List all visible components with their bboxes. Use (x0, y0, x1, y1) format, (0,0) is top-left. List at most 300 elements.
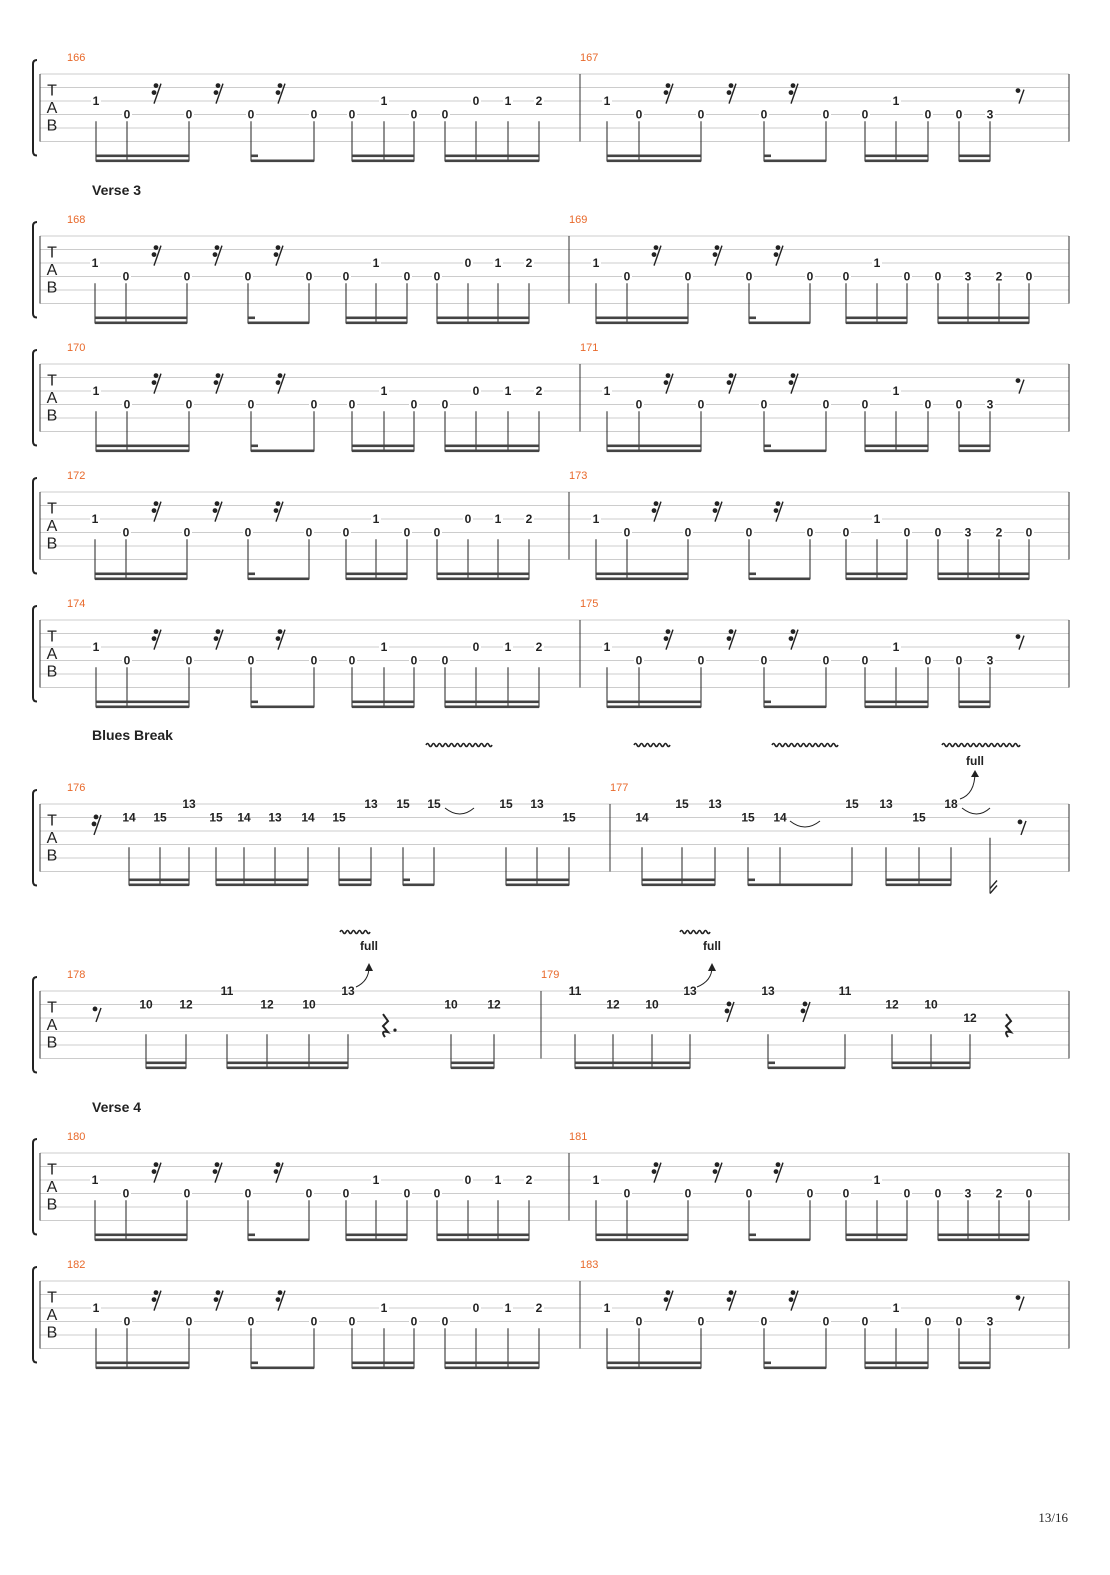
sixteenth-rest (652, 245, 661, 265)
beam (352, 1367, 414, 1370)
fret-number: 0 (955, 1314, 963, 1329)
fret-number: 1 (873, 256, 881, 270)
fret-number: 0 (410, 397, 418, 412)
fret-number: 0 (310, 1314, 318, 1329)
fret-number: 0 (348, 1314, 356, 1329)
tab-clef-letter: B (46, 117, 58, 135)
beam (95, 317, 187, 320)
sixteenth-rest (214, 629, 223, 649)
fret-number: 0 (924, 397, 932, 412)
beam (959, 706, 990, 709)
measure-number: 172 (67, 470, 86, 482)
rest-dot (776, 1162, 781, 1167)
beam (346, 317, 407, 320)
fret-number: 10 (444, 997, 458, 1012)
fret-number: 1 (892, 640, 900, 654)
fret-number: 0 (955, 397, 963, 412)
fret-number: 0 (441, 397, 449, 412)
beam-short (768, 1062, 775, 1065)
fret-number: 0 (310, 107, 318, 122)
fret-number: 0 (745, 525, 753, 540)
fret-number: 0 (934, 525, 942, 540)
tab-clef-letter: T (47, 999, 57, 1017)
sixteenth-rest (274, 245, 283, 265)
fret-number: 1 (892, 94, 900, 108)
rest-dot (274, 252, 279, 257)
fret-number: 2 (995, 525, 1003, 540)
rest-dot (776, 245, 781, 250)
fret-number: 1 (92, 94, 100, 108)
beam (251, 450, 314, 453)
measure-number: 182 (67, 1259, 86, 1271)
rest-dot (715, 501, 720, 506)
fret-number: 1 (372, 1173, 380, 1187)
rest-dot (715, 1162, 720, 1167)
system-bracket (33, 60, 37, 156)
fret-number: 13 (182, 797, 196, 811)
beam (959, 445, 990, 448)
fret-number: 0 (247, 653, 255, 668)
fret-number: 0 (760, 107, 768, 122)
rest-dot (791, 83, 796, 88)
rest-dot (154, 245, 159, 250)
fret-number: 15 (912, 810, 926, 825)
fret-number: 1 (603, 640, 611, 654)
rest-dot (774, 1169, 779, 1174)
beam (451, 1067, 494, 1070)
beam (95, 573, 187, 576)
beam (607, 155, 701, 158)
fret-number: 0 (185, 653, 193, 668)
fret-number: 10 (139, 997, 153, 1012)
measure-number: 180 (67, 1131, 86, 1143)
rest-dot (152, 636, 157, 641)
beam-short (764, 155, 771, 158)
fret-number: 0 (697, 1314, 705, 1329)
rest-dot (727, 380, 732, 385)
fret-number: 0 (623, 269, 631, 284)
beam (96, 701, 189, 704)
fret-number: 0 (441, 653, 449, 668)
measure-number: 176 (67, 782, 86, 794)
tab-clef-letter: A (46, 262, 58, 280)
fret-number: 1 (91, 1173, 99, 1187)
rest-dot (729, 373, 734, 378)
beam (607, 160, 701, 163)
fret-number: 0 (244, 269, 252, 284)
fret-number: 13 (761, 984, 775, 998)
fret-number: 0 (684, 525, 692, 540)
sixteenth-rest (664, 629, 673, 649)
beam (95, 578, 187, 581)
beam (352, 160, 414, 163)
beam (506, 884, 569, 887)
fret-number: 3 (964, 1186, 972, 1201)
rest-dot (666, 83, 671, 88)
tab-clef-letter: T (47, 1161, 57, 1179)
fret-number: 1 (91, 512, 99, 526)
beam (506, 879, 569, 882)
rest-dot (215, 501, 220, 506)
fret-number: 0 (822, 653, 830, 668)
rest-dot (713, 1169, 718, 1174)
rest-dot (791, 1290, 796, 1295)
fret-number: 0 (123, 397, 131, 412)
beam (96, 160, 189, 163)
system-bracket (33, 350, 37, 446)
fret-number: 0 (934, 269, 942, 284)
rest-dot (278, 1290, 283, 1295)
fret-number: 1 (372, 256, 380, 270)
fret-number: 0 (842, 525, 850, 540)
beam-short (764, 445, 771, 448)
fret-number: 15 (427, 797, 441, 811)
fret-number: 0 (697, 107, 705, 122)
fret-number: 15 (209, 810, 223, 825)
beam (607, 450, 701, 453)
fret-number: 1 (91, 256, 99, 270)
beam (96, 706, 189, 709)
fret-number: 0 (924, 1314, 932, 1329)
fret-number: 2 (995, 269, 1003, 284)
beam (865, 155, 928, 158)
beam (437, 322, 529, 325)
beam (596, 1239, 688, 1242)
fret-number: 0 (684, 269, 692, 284)
beam (607, 1362, 701, 1365)
sixteenth-rest (152, 245, 161, 265)
fret-number: 0 (861, 653, 869, 668)
beam (959, 155, 990, 158)
fret-number: 0 (123, 107, 131, 122)
rest-dot (93, 1007, 98, 1012)
beam (352, 450, 414, 453)
system-bracket (33, 790, 37, 886)
rest-dot (654, 245, 659, 250)
beam (251, 706, 314, 709)
sixteenth-rest (789, 629, 798, 649)
measure-number: 171 (580, 342, 599, 354)
fret-number: 1 (873, 512, 881, 526)
rest-dot (725, 1009, 730, 1014)
sixteenth-rest (727, 1290, 736, 1310)
fret-number: 12 (260, 997, 274, 1012)
beam (607, 706, 701, 709)
fret-number: 0 (822, 1314, 830, 1329)
fret-number: 0 (464, 512, 472, 526)
fret-number: 3 (986, 107, 994, 122)
fret-number: 0 (464, 1173, 472, 1187)
fret-number: 1 (372, 512, 380, 526)
sixteenth-rest (152, 373, 161, 393)
beam (846, 578, 907, 581)
rest-dot (216, 629, 221, 634)
rest-dot (152, 508, 157, 513)
beam-short (251, 445, 258, 448)
rest-dot (276, 636, 281, 641)
fret-number: 0 (822, 107, 830, 122)
vibrato-mark (426, 744, 492, 747)
system-bracket (33, 1267, 37, 1363)
beam (96, 445, 189, 448)
fret-number: 11 (568, 984, 582, 998)
rest-dot (152, 380, 157, 385)
tie (962, 808, 990, 814)
fret-number: 0 (861, 1314, 869, 1329)
tab-clef-letter: T (47, 812, 57, 830)
fret-number: 0 (924, 107, 932, 122)
beam (642, 879, 715, 882)
fret-number: 13 (879, 797, 893, 811)
sixteenth-rest (213, 501, 222, 521)
fret-number: 1 (592, 512, 600, 526)
rest-dot (774, 508, 779, 513)
beam (886, 884, 951, 887)
section-label-blues-break: Blues Break (92, 727, 173, 743)
rest-dot (654, 1162, 659, 1167)
fret-number: 0 (1025, 269, 1033, 284)
fret-number: 1 (603, 1301, 611, 1315)
beam (146, 1067, 186, 1070)
beam (596, 573, 688, 576)
fret-number: 10 (645, 997, 659, 1012)
tab-clef-letter: A (46, 1179, 58, 1197)
fret-number: 10 (302, 997, 316, 1012)
fret-number: 1 (380, 384, 388, 398)
fret-number: 0 (310, 397, 318, 412)
rest-dot (652, 1169, 657, 1174)
beam (865, 1362, 928, 1365)
rest-dot (216, 83, 221, 88)
fret-number: 1 (592, 256, 600, 270)
rest-dot (774, 252, 779, 257)
bend-arrowhead (708, 963, 716, 971)
fret-number: 0 (342, 1186, 350, 1201)
tab-clef-letter: A (46, 1017, 58, 1035)
beam (248, 322, 309, 325)
rest-dot (276, 380, 281, 385)
rest-dot (214, 90, 219, 95)
beam (846, 1234, 907, 1237)
beam (938, 1239, 1029, 1242)
beam (96, 1362, 189, 1365)
fret-number: 13 (530, 797, 544, 811)
tab-clef-letter: T (47, 500, 57, 518)
rest-dot (803, 1002, 808, 1007)
measure-number: 173 (569, 470, 588, 482)
fret-number: 1 (504, 1301, 512, 1315)
beam (216, 884, 308, 887)
rest-dot (1016, 88, 1021, 93)
fret-number: 3 (986, 397, 994, 412)
tab-clef-letter: A (46, 390, 58, 408)
rest-dot (215, 1162, 220, 1167)
bend-label: full (360, 939, 378, 953)
sixteenth-rest (774, 1162, 783, 1182)
beam (938, 322, 1029, 325)
fret-number: 0 (403, 1186, 411, 1201)
fret-number: 0 (684, 1186, 692, 1201)
fret-number: 13 (268, 810, 282, 825)
fret-number: 2 (525, 512, 533, 526)
fret-number: 2 (995, 1186, 1003, 1201)
fret-number: 0 (760, 397, 768, 412)
fret-number: 0 (934, 1186, 942, 1201)
fret-number: 0 (635, 107, 643, 122)
beam (352, 1362, 414, 1365)
fret-number: 0 (903, 525, 911, 540)
beam-short (764, 1362, 771, 1365)
beam (352, 155, 414, 158)
page-number: 13/16 (1038, 1510, 1068, 1525)
beam (846, 1239, 907, 1242)
fret-number: 15 (675, 797, 689, 811)
fret-number: 0 (247, 397, 255, 412)
sixteenth-rest (664, 1290, 673, 1310)
tab-clef-letter: B (46, 1196, 58, 1214)
beam (865, 706, 928, 709)
rest-dot (1016, 378, 1021, 383)
fret-number: 1 (504, 384, 512, 398)
fret-number: 0 (348, 397, 356, 412)
fret-number: 2 (535, 1301, 543, 1315)
fret-number: 18 (944, 797, 958, 811)
beam (846, 573, 907, 576)
rest-dot (276, 1162, 281, 1167)
beam (892, 1062, 970, 1065)
fret-number: 0 (410, 107, 418, 122)
beam (764, 160, 826, 163)
tab-clef-letter: A (46, 518, 58, 536)
fret-number: 0 (472, 1301, 480, 1315)
measure-number: 183 (580, 1259, 599, 1271)
sixteenth-rest (652, 1162, 661, 1182)
sixteenth-rest (152, 1162, 161, 1182)
fret-number: 0 (745, 1186, 753, 1201)
rest-dot (664, 90, 669, 95)
rest-dot (727, 90, 732, 95)
beam (445, 706, 539, 709)
fret-number: 0 (842, 269, 850, 284)
fret-number: 0 (903, 1186, 911, 1201)
fret-number: 1 (892, 384, 900, 398)
fret-number: 0 (244, 1186, 252, 1201)
fret-number: 0 (1025, 1186, 1033, 1201)
fret-number: 15 (332, 810, 346, 825)
fret-number: 0 (403, 525, 411, 540)
fret-number: 11 (220, 984, 234, 998)
rest-dot (1016, 1295, 1021, 1300)
beam (146, 1062, 186, 1065)
sixteenth-rest (664, 373, 673, 393)
measure-number: 181 (569, 1131, 588, 1143)
rest-dot (154, 501, 159, 506)
rest-dot (278, 83, 283, 88)
fret-number: 1 (494, 512, 502, 526)
sixteenth-rest (276, 373, 285, 393)
beam (445, 450, 539, 453)
sixteenth-rest (213, 245, 222, 265)
fret-number: 0 (623, 525, 631, 540)
fret-number: 0 (903, 269, 911, 284)
beam (346, 573, 407, 576)
beam (352, 701, 414, 704)
rest-dot (713, 252, 718, 257)
vibrato-mark (680, 931, 710, 934)
fret-number: 1 (380, 1301, 388, 1315)
beam (959, 1362, 990, 1365)
sixteenth-rest (774, 501, 783, 521)
beam-short (764, 701, 771, 704)
rest-dot (154, 373, 159, 378)
tab-clef-letter: T (47, 244, 57, 262)
beam (938, 573, 1029, 576)
beam-short (251, 155, 258, 158)
beam (437, 573, 529, 576)
rest-dot (664, 380, 669, 385)
rest-dot (213, 252, 218, 257)
beam (764, 1367, 826, 1370)
sixteenth-rest (789, 83, 798, 103)
rest-dot (1018, 820, 1023, 825)
beam-short (749, 1234, 756, 1237)
fret-number: 15 (741, 810, 755, 825)
sixteenth-rest (276, 83, 285, 103)
fret-number: 2 (535, 384, 543, 398)
fret-number: 0 (185, 107, 193, 122)
fret-number: 0 (410, 1314, 418, 1329)
fret-number: 2 (535, 640, 543, 654)
beam (938, 578, 1029, 581)
rest-dot (729, 629, 734, 634)
fret-number: 0 (348, 653, 356, 668)
fret-number: 14 (635, 810, 649, 825)
measure-number: 178 (67, 969, 86, 981)
rest-dot (274, 508, 279, 513)
fret-number: 0 (472, 94, 480, 108)
sixteenth-rest (727, 629, 736, 649)
beam (596, 578, 688, 581)
sixteenth-rest (276, 629, 285, 649)
fret-number: 1 (504, 94, 512, 108)
fret-number: 0 (247, 107, 255, 122)
rest-dot (1016, 634, 1021, 639)
beam (749, 1239, 810, 1242)
rest-dot (154, 83, 159, 88)
tab-clef-letter: B (46, 535, 58, 553)
rest-dot (666, 1290, 671, 1295)
measure-number: 168 (67, 214, 86, 226)
beam (959, 160, 990, 163)
fret-number: 0 (472, 384, 480, 398)
fret-number: 0 (348, 107, 356, 122)
bend-label: full (703, 939, 721, 953)
fret-number: 12 (963, 1011, 977, 1025)
fret-number: 12 (179, 997, 193, 1012)
tab-clef-letter: T (47, 628, 57, 646)
rest-dot (274, 1169, 279, 1174)
rest-dot (213, 1169, 218, 1174)
sixteenth-rest (274, 1162, 283, 1182)
sixteenth-rest (214, 373, 223, 393)
fret-number: 3 (986, 1314, 994, 1329)
sixteenth-rest (274, 501, 283, 521)
beam (251, 160, 314, 163)
sixteenth-rest (652, 501, 661, 521)
rest-dot (216, 373, 221, 378)
fret-number: 15 (396, 797, 410, 811)
fret-number: 0 (441, 107, 449, 122)
